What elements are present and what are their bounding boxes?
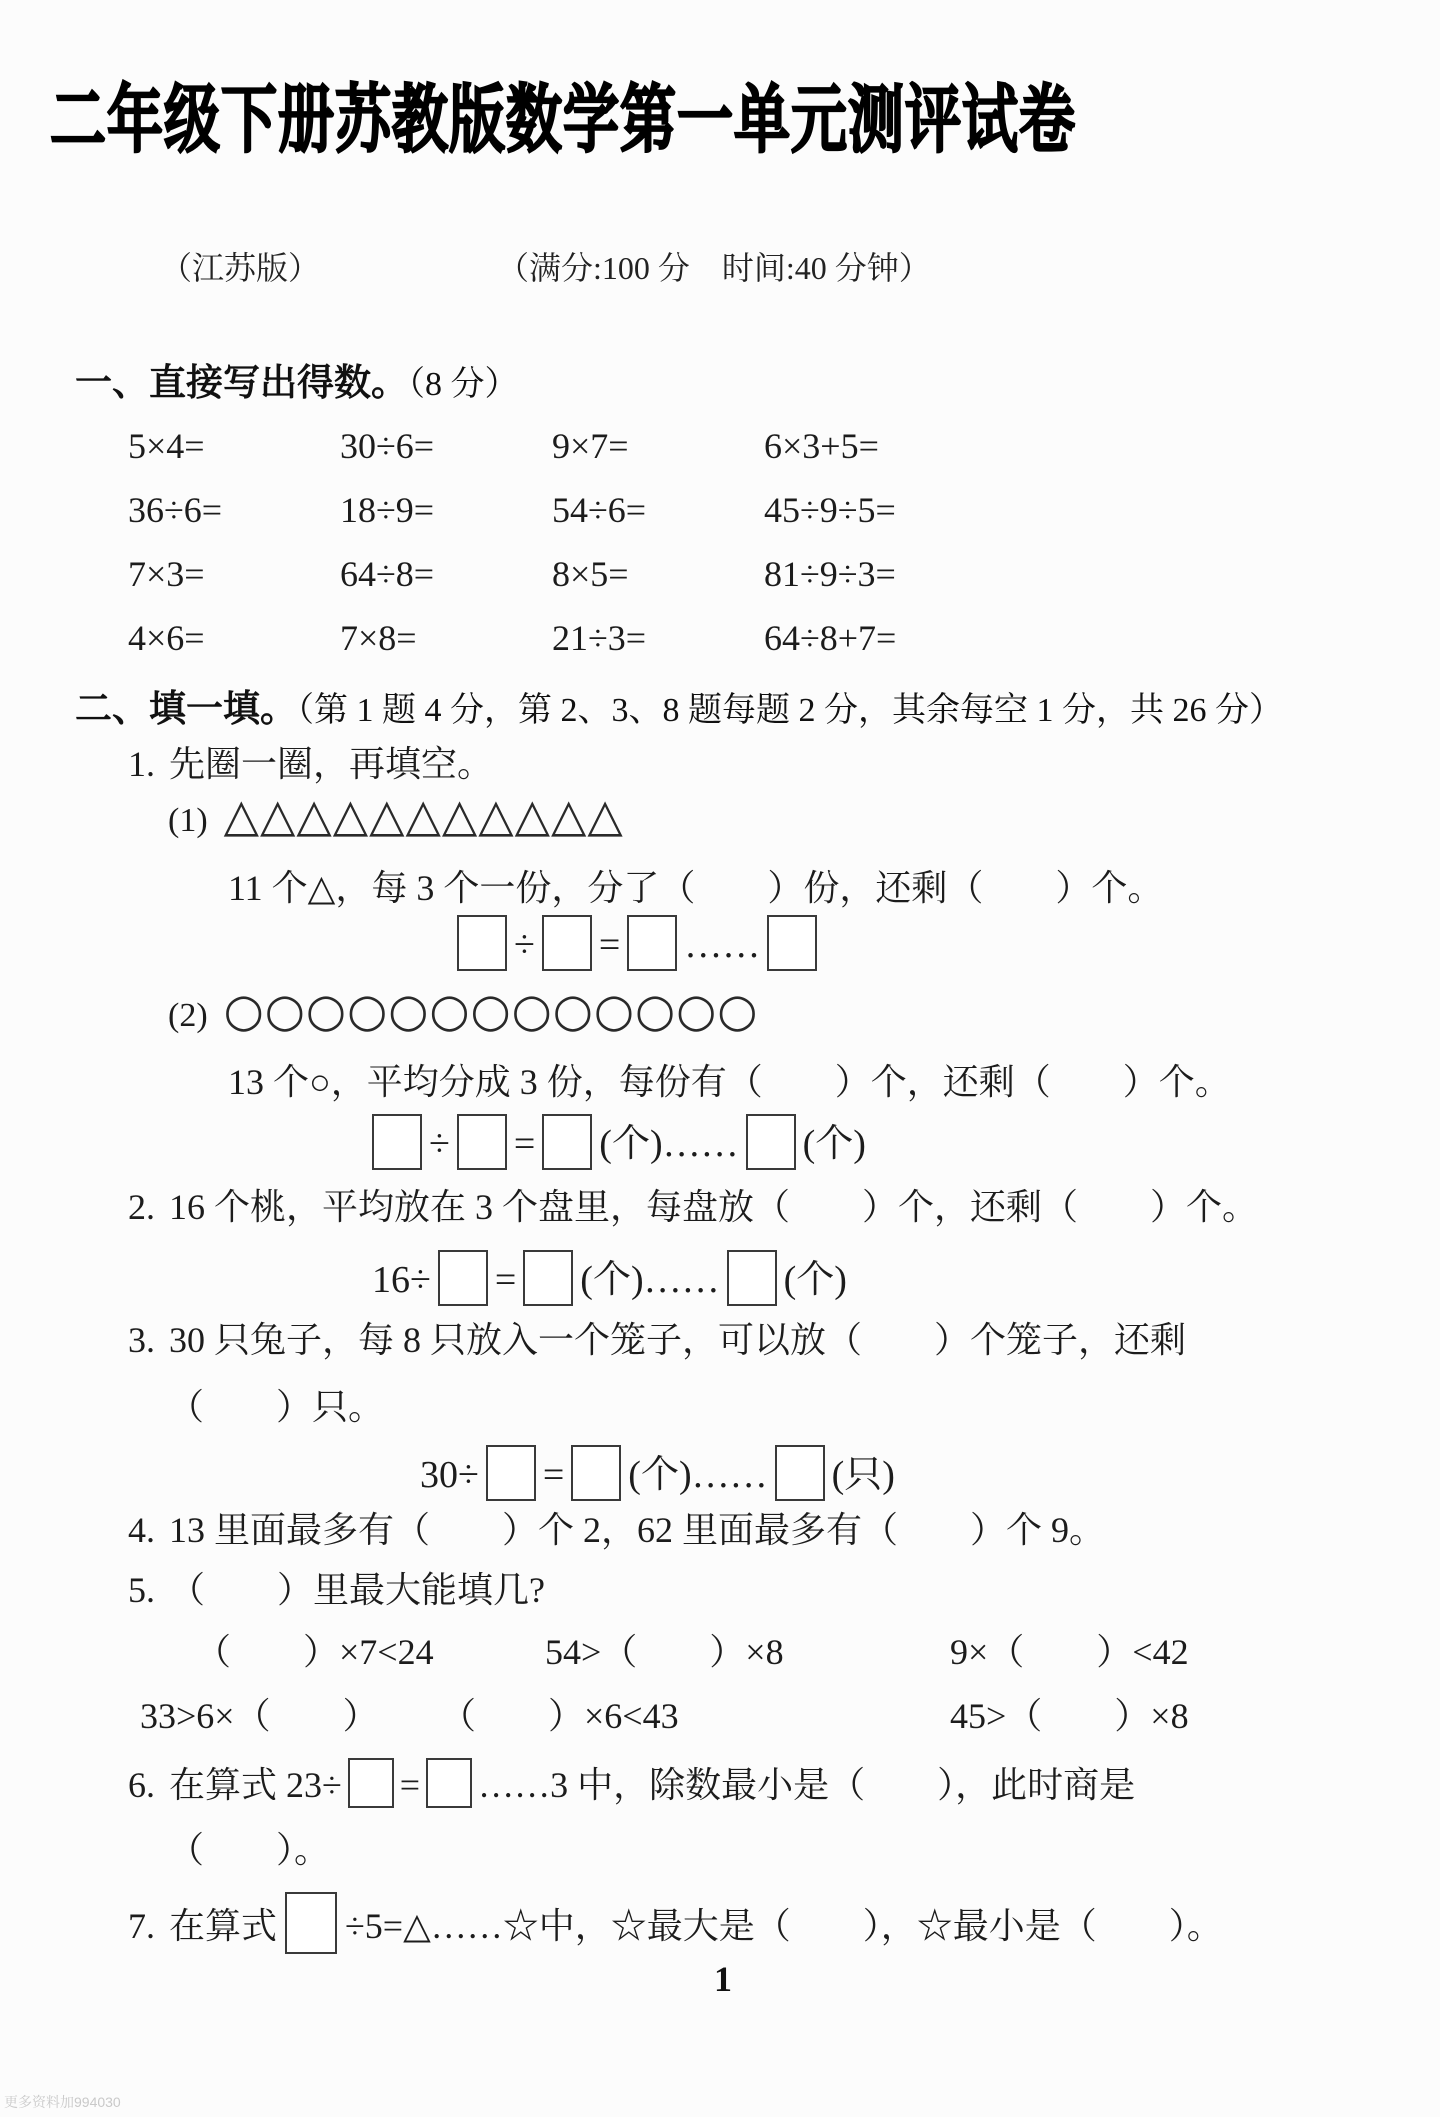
question-number: 4. [128,1510,155,1550]
equals-sign: = [598,924,621,966]
question-number: 6. [128,1765,155,1805]
answer-box [372,1114,422,1170]
section2-heading-points: （第 1 题 4 分，第 2、3、8 题每题 2 分，其余每空 1 分，共 26 分） [297,692,1283,729]
arithmetic-row [128,425,1128,467]
answer-box [746,1114,796,1170]
arithmetic-item: 81÷9÷3= [764,554,896,594]
formula-lead: 16÷ [372,1259,431,1301]
question-1-part2-formula [365,1112,866,1170]
question-6-line2: （ ）。 [168,1830,331,1870]
unit-label: (个) [628,1454,692,1496]
question-number: 2. [128,1187,155,1227]
divide-sign: ÷ [514,924,535,966]
question-number: 7. [128,1906,155,1946]
question-2-formula [372,1248,847,1306]
divide-sign: ÷ [429,1123,450,1165]
question-text: ÷5=△……☆中，☆最大是（ ），☆最小是（ ）。 [345,1906,1223,1946]
arithmetic-item: 7×8= [340,618,417,658]
unit-label: (个) [599,1123,663,1165]
part-number: (2) [168,997,208,1034]
part-number: (1) [168,802,208,839]
answer-box [285,1892,337,1954]
arithmetic-item: 18÷9= [340,490,435,530]
arithmetic-item: 8×5= [552,554,629,594]
arithmetic-item: 45÷9÷5= [764,490,896,530]
question-4 [128,1508,1105,1553]
arithmetic-row [128,617,1128,659]
inequality-item: 33>6×（ ） [140,1696,379,1736]
answer-box [523,1250,573,1306]
question-3-formula [420,1443,895,1501]
arithmetic-item: 6×3+5= [764,426,879,466]
section2-heading [75,678,1283,732]
page-title: 二年级下册苏教版数学第一单元测评试卷 [50,77,1076,161]
answer-box [426,1758,472,1808]
answer-box [767,915,817,971]
equals-sign: = [513,1123,536,1165]
question-5 [128,1568,545,1613]
arithmetic-item: 21÷3= [552,618,647,658]
unit-label: (个) [580,1259,644,1301]
arithmetic-row [128,489,1128,531]
question-text: ……3 中，除数最小是（ ），此时商是 [478,1765,1136,1805]
section1-heading [75,352,519,406]
inequality-item: （ ）×7<24 [195,1632,434,1672]
question-7 [128,1892,1223,1954]
arithmetic-item: 64÷8+7= [764,618,897,658]
answer-box [348,1758,394,1808]
question-1-part1-shapes-row [168,788,624,843]
equals-sign: = [542,1454,565,1496]
answer-box [457,915,507,971]
inequality-item: （ ）×6<43 [440,1696,679,1736]
question-1 [128,742,493,787]
question-1-part1-formula [450,915,824,971]
answer-box [486,1445,536,1501]
arithmetic-item: 30÷6= [340,426,435,466]
arithmetic-row [128,553,1128,595]
question-2 [128,1185,1258,1230]
question-text: 在算式 [169,1906,278,1946]
answer-box [542,1114,592,1170]
answer-box [727,1250,777,1306]
arithmetic-item: 5×4= [128,426,205,466]
inequality-item: 9×（ ）<42 [950,1632,1189,1672]
arithmetic-item: 36÷6= [128,490,223,530]
question-1-part1-text: 11 个△，每 3 个一份，分了（ ）份，还剩（ ）个。 [228,868,1164,908]
answer-box [775,1445,825,1501]
remainder-dots: …… [643,1259,720,1301]
arithmetic-item: 7×3= [128,554,205,594]
question-3-line2: （ ）只。 [168,1387,385,1427]
question-number: 1. [128,744,155,784]
unit-label: (个) [783,1259,847,1301]
unit-label: (只) [831,1454,895,1496]
exam-info: （满分:100 分 时间:40 分钟） [497,250,931,286]
arithmetic-item: 54÷6= [552,490,647,530]
triangle-shapes: △△△△△△△△△△△ [223,788,624,842]
answer-box [457,1114,507,1170]
question-3 [128,1318,1186,1363]
inequality-item: 54>（ ）×8 [545,1632,784,1672]
edition-label: （江苏版） [160,250,321,286]
watermark-text: 更多资料加994030 [4,2094,121,2110]
section1-heading-bold: 一、直接写出得数。 [75,363,408,404]
question-text: 30 只兔子，每 8 只放入一个笼子，可以放（ ）个笼子，还剩 [169,1320,1187,1360]
question-1-part2-shapes-row [168,983,758,1038]
arithmetic-item: 9×7= [552,426,629,466]
equals-sign: = [399,1765,421,1805]
question-number: 5. [128,1570,155,1610]
remainder-dots: …… [662,1123,739,1165]
arithmetic-item: 4×6= [128,618,205,658]
answer-box [438,1250,488,1306]
question-text: 先圈一圈，再填空。 [169,744,494,784]
answer-box [627,915,677,971]
unit-label: (个) [802,1123,866,1165]
circle-shapes: ○○○○○○○○○○○○○ [223,983,759,1037]
answer-box [571,1445,621,1501]
section1-heading-points: （8 分） [408,366,519,403]
remainder-dots: …… [684,924,761,966]
question-number: 3. [128,1320,155,1360]
inequality-item: 45>（ ）×8 [950,1696,1189,1736]
question-text: 13 里面最多有（ ）个 2，62 里面最多有（ ）个 9。 [169,1510,1106,1550]
formula-lead: 30÷ [420,1454,479,1496]
question-6 [128,1758,1135,1808]
question-text: 16 个桃，平均放在 3 个盘里，每盘放（ ）个，还剩（ ）个。 [169,1187,1259,1227]
equals-sign: = [494,1259,517,1301]
question-1-part2-text: 13 个○，平均分成 3 份，每份有（ ）个，还剩（ ）个。 [228,1062,1231,1102]
question-text: 在算式 23÷ [169,1765,342,1805]
page-number: 1 [714,1959,732,1999]
arithmetic-item: 64÷8= [340,554,435,594]
remainder-dots: …… [691,1454,768,1496]
section2-heading-bold: 二、填一填。 [75,689,297,730]
answer-box [542,915,592,971]
question-text: （ ）里最大能填几? [169,1570,545,1610]
